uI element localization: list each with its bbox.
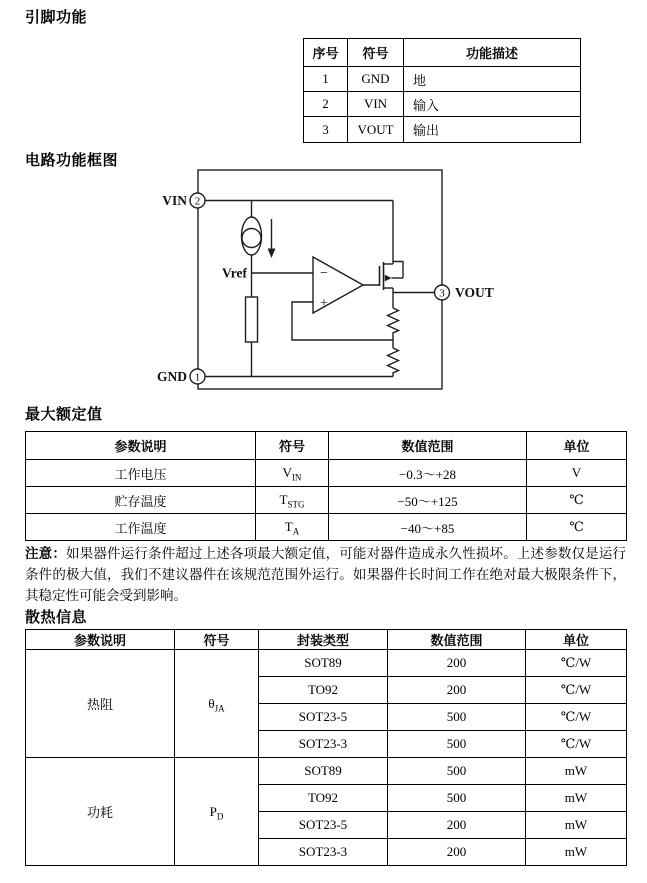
package-type: SOT89 <box>259 758 388 785</box>
thermal-info-heading: 散热信息 <box>25 609 88 626</box>
note-label: 注意： <box>25 546 66 561</box>
rating-range: −40～+85 <box>329 514 527 541</box>
feedback-resistor-lower <box>388 348 399 377</box>
thermal-col-param: 参数说明 <box>26 630 175 650</box>
pin-function-table <box>303 38 581 143</box>
current-arrow-icon <box>268 219 276 258</box>
pin-desc: 输入 <box>404 92 581 117</box>
pin-no: 2 <box>304 92 348 117</box>
thermal-unit: mW <box>526 812 627 839</box>
rating-symbol <box>256 487 329 514</box>
thermal-unit: ℃/W <box>526 677 627 704</box>
rating-symbol <box>256 460 329 487</box>
thermal-unit: mW <box>526 758 627 785</box>
thermal-value: 500 <box>388 785 526 812</box>
rating-range: −0.3～+28 <box>329 460 527 487</box>
feedback-resistor-upper <box>388 308 399 348</box>
rating-unit: V <box>527 460 627 487</box>
table-row <box>26 460 627 487</box>
symbol-base: T <box>284 519 293 534</box>
thermal-col-range: 数值范围 <box>388 630 526 650</box>
note-text: 如果器件运行条件超过上述各项最大额定值，可能对器件造成永久性损坏。上述参数仅是运行条件的极大值，我们不建议器件在该规范范围外运行。如果器件长时间工作在绝对最大极限条件下，其稳定性可能会受到影响。 <box>25 546 627 603</box>
feedback-wire <box>292 302 393 340</box>
pin-desc: 地 <box>404 67 581 92</box>
ratings-header-row <box>26 432 627 460</box>
thermal-unit: ℃/W <box>526 731 627 758</box>
pin-col-no: 序号 <box>304 39 348 67</box>
mosfet-icon <box>380 262 404 293</box>
max-ratings-table <box>25 431 627 541</box>
thermal-value: 200 <box>388 812 526 839</box>
symbol-sub: JA <box>214 703 225 714</box>
opamp-minus-sign: − <box>320 266 328 281</box>
package-type: TO92 <box>259 785 388 812</box>
thermal-symbol <box>175 758 259 866</box>
package-type: SOT23-5 <box>259 704 388 731</box>
ratings-note <box>25 543 626 606</box>
circuit-block-diagram <box>0 160 647 405</box>
thermal-symbol <box>175 650 259 758</box>
symbol-sub: STG <box>287 499 305 510</box>
pin-symbol: VOUT <box>348 117 404 143</box>
pin-symbol: GND <box>348 67 404 92</box>
pin-no: 3 <box>304 117 348 143</box>
vref-resistor <box>246 297 258 342</box>
gnd-label: GND <box>157 369 187 384</box>
rating-param: 工作电压 <box>26 460 256 487</box>
pin-desc: 输出 <box>404 117 581 143</box>
pin-no: 1 <box>304 67 348 92</box>
thermal-header-row <box>26 630 627 650</box>
pin-table-header-row <box>304 39 581 67</box>
rating-unit: ℃ <box>527 487 627 514</box>
rating-param: 贮存温度 <box>26 487 256 514</box>
ratings-col-symbol: 符号 <box>256 432 329 460</box>
package-type: SOT23-3 <box>259 731 388 758</box>
thermal-unit: mW <box>526 839 627 866</box>
rating-unit: ℃ <box>527 514 627 541</box>
symbol-sub: IN <box>291 472 302 483</box>
table-row <box>26 487 627 514</box>
opamp-plus-sign: + <box>320 296 328 311</box>
pin-1-number: 1 <box>194 371 201 384</box>
thermal-col-package: 封装类型 <box>259 630 388 650</box>
ratings-col-range: 数值范围 <box>329 432 527 460</box>
thermal-col-symbol: 符号 <box>175 630 259 650</box>
block-diagram-heading: 电路功能框图 <box>25 152 119 169</box>
thermal-value: 500 <box>388 704 526 731</box>
pin-3-number: 3 <box>439 287 445 300</box>
pin-2-number: 2 <box>194 195 201 208</box>
vin-label: VIN <box>162 193 187 208</box>
rating-range: −50～+125 <box>329 487 527 514</box>
current-source-icon <box>242 217 262 255</box>
pin-col-symbol: 符号 <box>348 39 404 67</box>
thermal-value: 200 <box>388 677 526 704</box>
table-row <box>26 650 627 677</box>
symbol-base: P <box>209 803 217 819</box>
table-row <box>304 67 581 92</box>
thermal-param: 功耗 <box>26 758 175 866</box>
thermal-value: 200 <box>388 839 526 866</box>
symbol-base: V <box>282 465 292 480</box>
vout-label: VOUT <box>455 285 494 300</box>
rating-symbol <box>256 514 329 541</box>
rating-param: 工作温度 <box>26 514 256 541</box>
table-row <box>26 758 627 785</box>
thermal-value: 200 <box>388 650 526 677</box>
vref-label: Vref <box>222 265 247 281</box>
pin-col-desc: 功能描述 <box>404 39 581 67</box>
thermal-unit: ℃/W <box>526 704 627 731</box>
max-ratings-heading: 最大额定值 <box>25 406 103 423</box>
symbol-base: θ <box>208 695 215 711</box>
package-type: SOT23-5 <box>259 812 388 839</box>
table-row <box>304 117 581 143</box>
pin-function-heading: 引脚功能 <box>25 9 88 26</box>
thermal-value: 500 <box>388 758 526 785</box>
thermal-value: 500 <box>388 731 526 758</box>
pin-symbol: VIN <box>348 92 404 117</box>
ratings-col-param: 参数说明 <box>26 432 256 460</box>
thermal-col-unit: 单位 <box>526 630 627 650</box>
ratings-col-unit: 单位 <box>527 432 627 460</box>
thermal-unit: mW <box>526 785 627 812</box>
package-type: SOT89 <box>259 650 388 677</box>
package-type: SOT23-3 <box>259 839 388 866</box>
symbol-sub: D <box>216 811 224 822</box>
thermal-param: 热阻 <box>26 650 175 758</box>
table-row <box>304 92 581 117</box>
symbol-sub: A <box>292 526 300 537</box>
table-row <box>26 514 627 541</box>
thermal-info-table <box>25 629 627 866</box>
package-type: TO92 <box>259 677 388 704</box>
thermal-unit: ℃/W <box>526 650 627 677</box>
symbol-base: T <box>279 492 288 507</box>
